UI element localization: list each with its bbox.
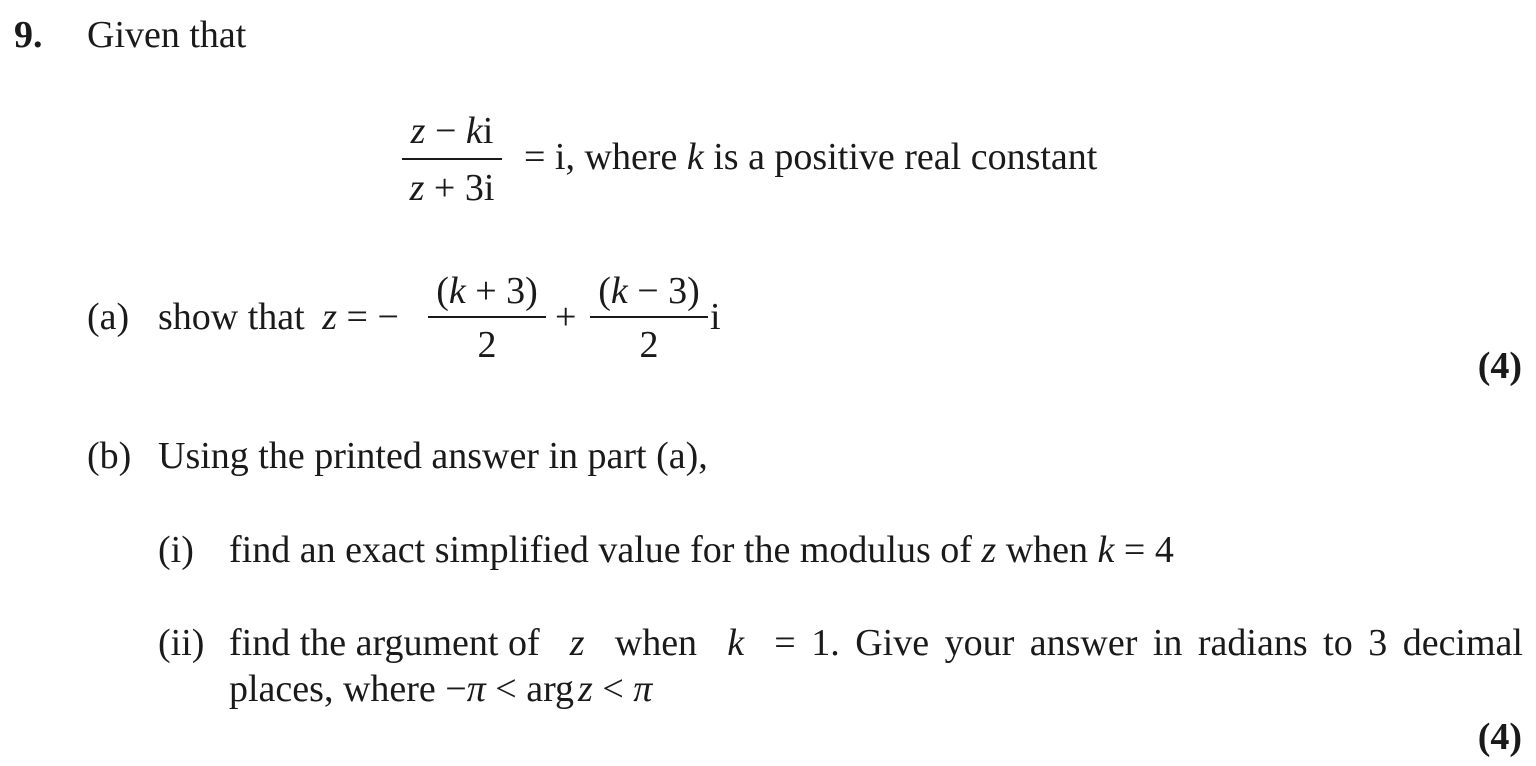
given-equation-rhs: = i, where k is a positive real constant: [524, 136, 1098, 178]
part-b-ii-line-2: places, where −π < arg z < π: [229, 668, 653, 710]
part-a-label: (a): [87, 296, 130, 338]
question-number: 9.: [14, 14, 43, 56]
part-b-i-text: find an exact simplified value for the modulus of z when k = 4: [229, 529, 1174, 571]
part-b-ii-label: (ii): [158, 622, 205, 664]
part-a-marks: (4): [1477, 345, 1522, 387]
part-a-text: show that z = −: [158, 296, 399, 338]
part-a-plus: +: [555, 296, 577, 338]
given-fraction-denominator: z + 3i: [409, 167, 495, 209]
part-a-i: i: [710, 296, 721, 338]
part-b-text: Using the printed answer in part (a),: [158, 435, 708, 477]
part-a-fraction-1: [428, 272, 546, 364]
part-a-fraction-2: [590, 272, 708, 364]
part-b-ii-line-1: find the argument of z when k = 1. Give your answer in radians to 3 decimal: [229, 622, 1523, 664]
fraction-bar: [590, 316, 708, 318]
part-a-fraction-2-numerator: (k − 3): [598, 270, 700, 312]
part-a-fraction-2-denominator: 2: [639, 324, 659, 366]
part-a-fraction-1-denominator: 2: [477, 324, 497, 366]
question-intro: Given that: [87, 14, 247, 56]
part-b-marks: (4): [1477, 716, 1522, 758]
part-b-i-label: (i): [158, 529, 194, 571]
fraction-bar: [428, 316, 546, 318]
given-fraction: [402, 112, 502, 207]
part-a-fraction-1-numerator: (k + 3): [436, 270, 538, 312]
given-fraction-numerator: z − ki: [410, 110, 494, 152]
part-b-label: (b): [87, 435, 132, 477]
fraction-bar: [402, 158, 502, 160]
